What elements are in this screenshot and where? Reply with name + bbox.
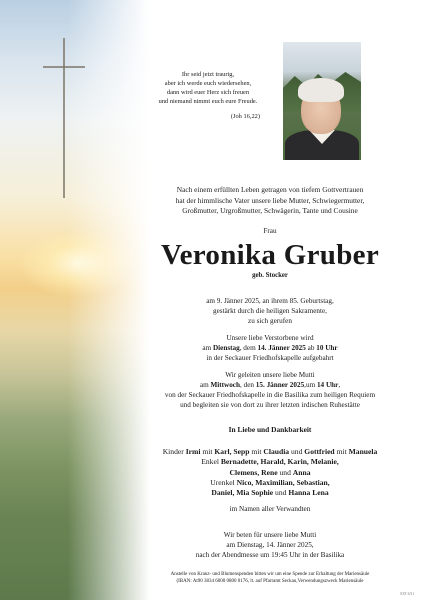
death-line: gestärkt durch die heiligen Sakramente, — [213, 307, 327, 315]
death-line: zu sich gerufen — [248, 317, 292, 325]
funeral-line: am Mittwoch, den 15. Jänner 2025,um 14 Uhr, — [199, 381, 341, 389]
bible-quote — [148, 70, 268, 106]
quote-line: dann wird euer Herz sich freuen — [166, 89, 250, 96]
love-heading: In Liebe und Dankbarkeit — [228, 425, 312, 434]
death-notice — [120, 296, 420, 326]
funeral-line: von der Seckauer Friedhofskapelle in die Basilika zum heiligen Requiem — [164, 391, 376, 399]
funeral-day: Mittwoch — [210, 381, 240, 389]
viewing-line: Unsere liebe Verstorbene wird — [226, 334, 314, 342]
cross-icon — [63, 38, 65, 198]
quote-line: aber ich werde euch wiedersehen, — [164, 80, 252, 87]
prayer-line: Wir beten für unsere liebe Mutti — [223, 531, 317, 539]
grandchildren-line: Clemens, Rene und Anna — [229, 467, 311, 477]
viewing-line: in der Seckauer Friedhofskapelle aufgebahrt — [206, 354, 334, 362]
viewing-line: am Dienstag, dem 14. Jänner 2025 ab 10 Uhr — [202, 344, 338, 352]
funeral-line: und begleiten sie von dort zu ihrer letzten irdischen Ruhestätte — [180, 401, 360, 409]
deceased-name: Veronika Gruber — [161, 239, 379, 271]
birth-name: geb. Stocker — [252, 272, 288, 279]
viewing-time: 10 Uhr — [316, 344, 338, 352]
death-line: am 9. Jänner 2025, an ihrem 85. Geburtstag, — [206, 297, 334, 305]
intro-text — [120, 185, 420, 217]
viewing-notice — [120, 333, 420, 363]
quote-reference: (Joh 16,22) — [230, 113, 260, 120]
donation-note — [120, 572, 420, 585]
quote-line: Ihr seid jetzt traurig, — [181, 71, 235, 78]
viewing-date: 14. Jänner 2025 — [257, 344, 306, 352]
great-grandchildren-line: Daniel, Mia Sophie und Hanna Lena — [211, 488, 329, 498]
portrait-photo — [283, 42, 361, 160]
print-code: EST 6/31 — [400, 592, 414, 596]
prayer-notice — [120, 530, 420, 560]
donation-line: (IBAN: At90 3834 6000 0800 0176, lt. auf Pfarramt Seckau,Verwendungszweck Mariensäule — [176, 578, 364, 584]
relatives-text: im Namen aller Verwandten — [229, 505, 311, 513]
intro-line: Großmutter, Urgroßmutter, Schwägerin, Tante und Cousine — [182, 206, 358, 215]
funeral-date: 15. Jänner 2025 — [255, 381, 305, 389]
viewing-day: Dienstag — [212, 344, 240, 352]
intro-line: hat der himmlische Vater unsere liebe Mutter, Schwiegermutter, — [175, 195, 365, 205]
prayer-line: am Dienstag, 14. Jänner 2025, — [226, 541, 314, 549]
funeral-notice — [120, 370, 420, 410]
intro-line: Nach einem erfüllten Leben getragen von tiefem Gottvertrauen — [176, 185, 364, 194]
donation-line: Anstelle von Kranz- und Blumenspenden bitten wir um eine Spende zur Erhaltung der Mariensäule — [170, 572, 370, 577]
cross-icon-bar — [43, 66, 85, 68]
funeral-time: 14 Uhr — [316, 381, 339, 389]
grandchildren-line: Enkel Bernadette, Harald, Karin, Melanie, — [201, 457, 339, 467]
quote-line: und niemand nimmt euch eure Freude. — [158, 98, 258, 105]
funeral-line: Wir geleiten unsere liebe Mutti — [225, 371, 315, 379]
children-line: Kinder Irmi mit Karl, Sepp mit Claudia und Gottfried mit Manuela — [162, 447, 378, 456]
great-grandchildren-line: Urenkel Nico, Maximilian, Sebastian, — [210, 477, 330, 487]
family-list — [120, 447, 420, 498]
prayer-line: nach der Abendmesse um 19:45 Uhr in der Basilika — [195, 551, 345, 559]
salutation: Frau — [263, 227, 277, 235]
